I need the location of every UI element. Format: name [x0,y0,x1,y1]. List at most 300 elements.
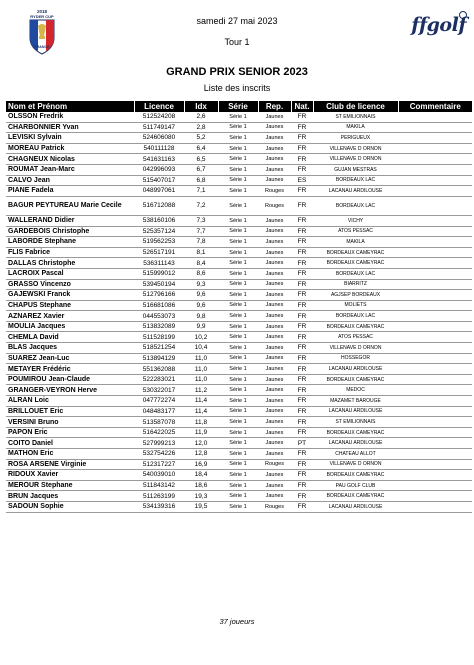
comment [398,112,472,122]
player-name: RIDOUX Xavier [6,470,134,481]
nationality: FR [291,112,313,122]
licence-number: 516681086 [134,300,184,311]
player-name: GRASSO Vincenzo [6,279,134,290]
tee-color: Jaunes [258,154,291,165]
index-value: 5,2 [184,133,218,144]
nationality: FR [291,501,313,512]
tee-color: Jaunes [258,449,291,460]
nationality: FR [291,417,313,428]
table-row [6,164,472,175]
index-value: 7,2 [184,196,218,215]
index-value: 9,6 [184,290,218,301]
licence-number: 048483177 [134,406,184,417]
licence-number: 048997061 [134,186,184,197]
player-name: MOULIA Jacques [6,321,134,332]
comment [398,226,472,237]
serie-value: Série 1 [218,332,258,343]
table-row [6,459,472,470]
club-name: BORDEAUX LAC [313,268,398,279]
nationality: FR [291,247,313,258]
table-row [6,290,472,301]
club-name: BORDEAUX CAMEYRAC [313,491,398,502]
table-row [6,438,472,449]
table-row [6,247,472,258]
index-value: 18,6 [184,480,218,491]
comment [398,449,472,460]
licence-number: 513587078 [134,417,184,428]
nationality: FR [291,427,313,438]
comment [398,491,472,502]
index-value: 11,2 [184,385,218,396]
serie-value: Série 1 [218,470,258,481]
table-row [6,364,472,375]
serie-value: Série 1 [218,321,258,332]
serie-value: Série 1 [218,491,258,502]
licence-number: 515999012 [134,268,184,279]
index-value: 9,8 [184,311,218,322]
index-value: 7,3 [184,215,218,226]
table-row [6,196,472,215]
player-name: CALVO Jean [6,175,134,186]
serie-value: Série 1 [218,154,258,165]
club-name: BIARRITZ [313,279,398,290]
index-value: 8,1 [184,247,218,258]
table-row [6,321,472,332]
index-value: 10,2 [184,332,218,343]
comment [398,501,472,512]
player-name: MATHON Eric [6,449,134,460]
table-row [6,268,472,279]
comment [398,427,472,438]
players-table [6,101,472,513]
club-name: ATOS PESSAC [313,226,398,237]
tee-color: Jaunes [258,353,291,364]
comment [398,311,472,322]
comment [398,480,472,491]
table-header-row [6,101,472,112]
column-header-licence: Licence [134,101,184,112]
player-name: CHEMLA David [6,332,134,343]
comment [398,290,472,301]
table-row [6,353,472,364]
tee-color: Rouges [258,196,291,215]
player-name: MOREAU Patrick [6,143,134,154]
licence-number: 512317227 [134,459,184,470]
table-row [6,449,472,460]
comment [398,343,472,354]
club-name: ST EMILIONNAIS [313,417,398,428]
tee-color: Jaunes [258,143,291,154]
club-name: ST EMILIONNAIS [313,112,398,122]
player-name: BRILLOUET Eric [6,406,134,417]
tee-color: Jaunes [258,417,291,428]
index-value: 6,5 [184,154,218,165]
table-row [6,374,472,385]
serie-value: Série 1 [218,186,258,197]
player-name: POUMIROU Jean-Claude [6,374,134,385]
comment [398,215,472,226]
player-name: CHARBONNIER Yvan [6,122,134,133]
nationality: FR [291,196,313,215]
index-value: 11,0 [184,364,218,375]
index-value: 9,6 [184,300,218,311]
club-name: MAKILA [313,122,398,133]
tee-color: Jaunes [258,175,291,186]
serie-value: Série 1 [218,226,258,237]
index-value: 8,6 [184,268,218,279]
table-row [6,133,472,144]
player-name: BLAS Jacques [6,343,134,354]
player-name: BAGUR PEYTUREAU Marie Cecile [6,196,134,215]
index-value: 6,8 [184,175,218,186]
club-name: MAZAMET BAROUGE [313,396,398,407]
club-name: MAKILA [313,237,398,248]
club-name: LACANAU ARDILOUSE [313,406,398,417]
club-name: BORDEAUX CAMEYRAC [313,470,398,481]
player-name: LABORDE Stephane [6,237,134,248]
nationality: FR [291,470,313,481]
table-row [6,406,472,417]
table-row [6,501,472,512]
table-row [6,385,472,396]
table-row [6,300,472,311]
tee-color: Jaunes [258,438,291,449]
index-value: 6,4 [184,143,218,154]
club-name: BORDEAUX LAC [313,175,398,186]
comment [398,374,472,385]
serie-value: Série 1 [218,196,258,215]
club-name: BORDEAUX CAMEYRAC [313,247,398,258]
tee-color: Jaunes [258,491,291,502]
nationality: FR [291,491,313,502]
index-value: 19,3 [184,491,218,502]
column-header-name: Nom et Prénom [6,101,134,112]
comment [398,470,472,481]
player-name: SADOUN Sophie [6,501,134,512]
tee-color: Jaunes [258,396,291,407]
licence-number: 511749147 [134,122,184,133]
club-name: LACANAU ARDILOUSE [313,438,398,449]
serie-value: Série 1 [218,164,258,175]
table-row [6,427,472,438]
serie-value: Série 1 [218,417,258,428]
player-name: ALRAN Loic [6,396,134,407]
club-name: VICHY [313,215,398,226]
svg-text:RYDER CUP: RYDER CUP [30,14,54,19]
licence-number: 522283021 [134,374,184,385]
club-name: MEDOC [313,385,398,396]
nationality: FR [291,122,313,133]
tee-color: Rouges [258,501,291,512]
serie-value: Série 1 [218,385,258,396]
comment [398,175,472,186]
ffgolf-logo: ffgolf [411,14,466,36]
player-name: BRUN Jacques [6,491,134,502]
player-name: OLSSON Fredrik [6,112,134,122]
club-name: CHATEAU ALLOT [313,449,398,460]
column-header-idx: Idx [184,101,218,112]
player-name: PIANE Fadela [6,186,134,197]
club-name: ATOS PESSAC [313,332,398,343]
club-name: HOSSEGOR [313,353,398,364]
player-name: METAYER Frédéric [6,364,134,375]
serie-value: Série 1 [218,406,258,417]
index-value: 18,4 [184,470,218,481]
svg-text:FRANCE: FRANCE [34,45,50,49]
licence-number: 540039010 [134,470,184,481]
nationality: FR [291,186,313,197]
licence-number: 525357124 [134,226,184,237]
licence-number: 513832089 [134,321,184,332]
player-name: CHAPUS Stephane [6,300,134,311]
tee-color: Jaunes [258,385,291,396]
comment [398,164,472,175]
nationality: FR [291,449,313,460]
table-row [6,226,472,237]
nationality: FR [291,279,313,290]
nationality: FR [291,290,313,301]
nationality: FR [291,385,313,396]
nationality: FR [291,343,313,354]
index-value: 12,8 [184,449,218,460]
serie-value: Série 1 [218,343,258,354]
comment [398,417,472,428]
club-name: VILLENAVE D ORNON [313,143,398,154]
serie-value: Série 1 [218,374,258,385]
nationality: FR [291,133,313,144]
tee-color: Jaunes [258,122,291,133]
round-label: Tour 1 [224,37,250,47]
club-name: AGJSEP BORDEAUX [313,290,398,301]
index-value: 12,0 [184,438,218,449]
club-name: BORDEAUX CAMEYRAC [313,258,398,269]
comment [398,406,472,417]
serie-value: Série 1 [218,258,258,269]
comment [398,258,472,269]
nationality: FR [291,459,313,470]
player-name: SUAREZ Jean-Luc [6,353,134,364]
table-row [6,279,472,290]
tee-color: Jaunes [258,300,291,311]
nationality: FR [291,237,313,248]
page-title: GRAND PRIX SENIOR 2023 [166,66,308,78]
table-row [6,332,472,343]
nationality: FR [291,332,313,343]
nationality: FR [291,258,313,269]
tee-color: Rouges [258,459,291,470]
table-row [6,186,472,197]
comment [398,186,472,197]
licence-number: 516712088 [134,196,184,215]
club-name: BORDEAUX CAMEYRAC [313,427,398,438]
player-name: MEROUR Stephane [6,480,134,491]
licence-number: 541631163 [134,154,184,165]
club-name: PERIGUEUX [313,133,398,144]
comment [398,247,472,258]
licence-number: 044553073 [134,311,184,322]
svg-text:2018: 2018 [36,9,48,14]
index-value: 6,7 [184,164,218,175]
club-name: LACANAU ARDILOUSE [313,364,398,375]
index-value: 9,9 [184,321,218,332]
comment [398,133,472,144]
index-value: 7,7 [184,226,218,237]
player-name: AZNAREZ Xavier [6,311,134,322]
table-row [6,480,472,491]
column-header-rep: Rep. [258,101,291,112]
nationality: ES [291,175,313,186]
column-header-nat: Nat. [291,101,313,112]
licence-number: 538160106 [134,215,184,226]
licence-number: 511528199 [134,332,184,343]
table-row [6,112,472,122]
table-row [6,154,472,165]
nationality: FR [291,143,313,154]
licence-number: 515407017 [134,175,184,186]
tee-color: Jaunes [258,427,291,438]
serie-value: Série 1 [218,438,258,449]
club-name: PAU GOLF CLUB [313,480,398,491]
index-value: 19,5 [184,501,218,512]
serie-value: Série 1 [218,501,258,512]
index-value: 8,4 [184,258,218,269]
player-name: LACROIX Pascal [6,268,134,279]
tee-color: Jaunes [258,364,291,375]
licence-number: 527999213 [134,438,184,449]
nationality: FR [291,321,313,332]
player-name: COITO Daniel [6,438,134,449]
nationality: FR [291,374,313,385]
player-name: FLIS Fabrice [6,247,134,258]
comment [398,396,472,407]
comment [398,143,472,154]
licence-number: 539450194 [134,279,184,290]
table-row [6,470,472,481]
column-header-serie: Série [218,101,258,112]
licence-number: 532754226 [134,449,184,460]
player-name: CHAGNEUX Nicolas [6,154,134,165]
comment [398,385,472,396]
index-value: 11,0 [184,374,218,385]
licence-number: 042996093 [134,164,184,175]
nationality: FR [291,311,313,322]
index-value: 11,4 [184,406,218,417]
licence-number: 047772274 [134,396,184,407]
player-name: ROUMAT Jean-Marc [6,164,134,175]
serie-value: Série 1 [218,427,258,438]
licence-number: 536311143 [134,258,184,269]
table-row [6,143,472,154]
column-header-club: Club de licence [313,101,398,112]
ffgolf-ball-icon [459,11,467,19]
licence-number: 516422025 [134,427,184,438]
index-value: 11,0 [184,353,218,364]
licence-number: 530322017 [134,385,184,396]
index-value: 7,8 [184,237,218,248]
club-name: VILLENAVE D ORNON [313,343,398,354]
nationality: FR [291,268,313,279]
table-row [6,343,472,354]
nationality: PT [291,438,313,449]
nationality: FR [291,164,313,175]
index-value: 11,8 [184,417,218,428]
player-name: VERSINI Bruno [6,417,134,428]
tee-color: Jaunes [258,215,291,226]
tee-color: Jaunes [258,470,291,481]
tee-color: Jaunes [258,226,291,237]
table-row [6,311,472,322]
comment [398,459,472,470]
tee-color: Jaunes [258,279,291,290]
tee-color: Jaunes [258,374,291,385]
tee-color: Jaunes [258,258,291,269]
nationality: FR [291,396,313,407]
tee-color: Jaunes [258,268,291,279]
serie-value: Série 1 [218,300,258,311]
player-name: WALLERAND Didier [6,215,134,226]
player-name: GAJEWSKI Franck [6,290,134,301]
nationality: FR [291,480,313,491]
table-row [6,215,472,226]
index-value: 2,6 [184,112,218,122]
tee-color: Jaunes [258,332,291,343]
event-date: samedi 27 mai 2023 [196,16,278,26]
licence-number: 512796166 [134,290,184,301]
index-value: 11,9 [184,427,218,438]
club-name: VILLENAVE D ORNON [313,459,398,470]
player-name: GARDEBOIS Christophe [6,226,134,237]
licence-number: 518521254 [134,343,184,354]
tee-color: Jaunes [258,164,291,175]
serie-value: Série 1 [218,112,258,122]
club-name: BORDEAUX CAMEYRAC [313,374,398,385]
tee-color: Jaunes [258,247,291,258]
comment [398,353,472,364]
club-name: VILLENAVE D ORNON [313,154,398,165]
serie-value: Série 1 [218,237,258,248]
player-name: GRANGER-VEYRON Herve [6,385,134,396]
player-name: PAPON Eric [6,427,134,438]
serie-value: Série 1 [218,175,258,186]
club-name: BORDEAUX CAMEYRAC [313,321,398,332]
table-row [6,491,472,502]
nationality: FR [291,300,313,311]
nationality: FR [291,353,313,364]
player-name: DALLAS Christophe [6,258,134,269]
licence-number: 526517191 [134,247,184,258]
tee-color: Jaunes [258,480,291,491]
comment [398,268,472,279]
serie-value: Série 1 [218,247,258,258]
serie-value: Série 1 [218,449,258,460]
club-name: BORDEAUX LAC [313,196,398,215]
club-name: BORDEAUX LAC [313,311,398,322]
serie-value: Série 1 [218,459,258,470]
licence-number: 512524208 [134,112,184,122]
index-value: 7,1 [184,186,218,197]
comment [398,154,472,165]
club-name: GUJAN MESTRAS [313,164,398,175]
nationality: FR [291,215,313,226]
tee-color: Jaunes [258,321,291,332]
index-value: 2,8 [184,122,218,133]
club-name: LACANAU ARDILOUSE [313,186,398,197]
serie-value: Série 1 [218,268,258,279]
comment [398,237,472,248]
index-value: 16,9 [184,459,218,470]
tee-color: Jaunes [258,311,291,322]
table-row [6,396,472,407]
